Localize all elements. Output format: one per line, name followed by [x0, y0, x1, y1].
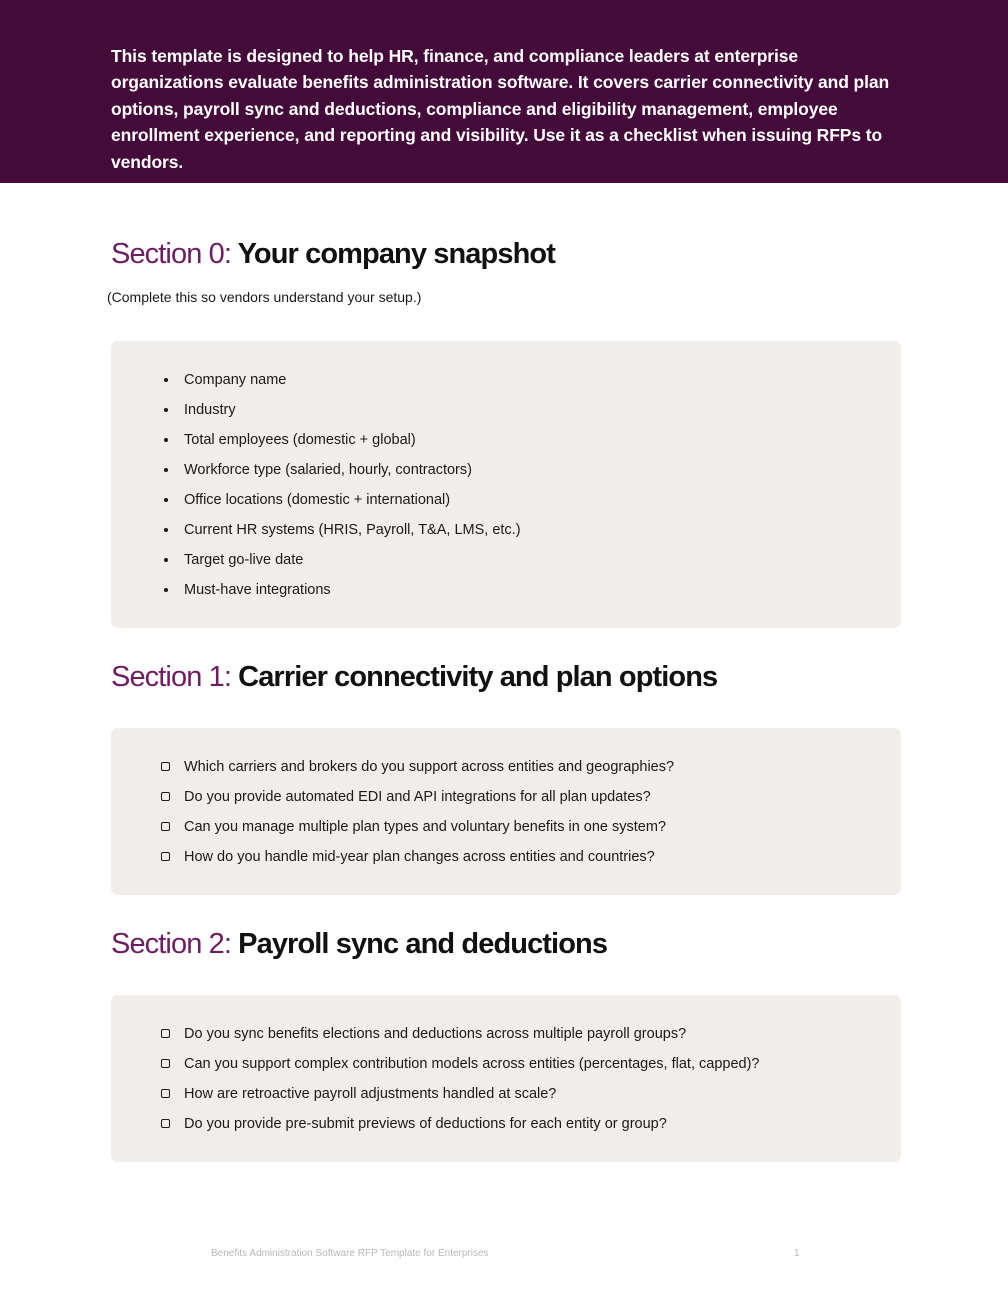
list-item-label: Target go-live date: [184, 552, 304, 568]
list-item-label: Current HR systems (HRIS, Payroll, T&A, LMS, etc.): [184, 522, 521, 538]
section-2-heading: [111, 927, 607, 961]
checklist-item-label: How are retroactive payroll adjustments handled at scale?: [184, 1086, 557, 1102]
checklist-item-label: Do you provide pre-submit previews of deductions for each entity or group?: [184, 1116, 667, 1132]
list-item: [161, 548, 521, 578]
checklist-item: [161, 845, 674, 875]
footer-page-number: 1: [794, 1248, 800, 1259]
checkbox-icon[interactable]: [161, 792, 170, 801]
footer-document-title: Benefits Administration Software RFP Template for Enterprises: [211, 1248, 489, 1259]
list-item: [161, 518, 521, 548]
checklist-item: [161, 1022, 759, 1052]
bullet-icon: [164, 498, 168, 502]
checklist-item-label: Do you sync benefits elections and deductions across multiple payroll groups?: [184, 1026, 687, 1042]
checklist-item-label: Which carriers and brokers do you support across entities and geographies?: [184, 759, 675, 775]
list-item: [161, 488, 521, 518]
checkbox-icon[interactable]: [161, 1089, 170, 1098]
bullet-icon: [164, 378, 168, 382]
checkbox-icon[interactable]: [161, 1029, 170, 1038]
list-item: [161, 368, 521, 398]
checklist-item: [161, 755, 674, 785]
list-item: [161, 458, 521, 488]
bullet-icon: [164, 468, 168, 472]
bullet-icon: [164, 408, 168, 412]
section-1-heading: [111, 660, 717, 694]
checkbox-icon[interactable]: [161, 1059, 170, 1068]
section-2-checklist: [161, 1022, 759, 1142]
checklist-item: [161, 1052, 759, 1082]
list-item-label: Industry: [184, 402, 236, 418]
section-2-title: Payroll sync and deductions: [238, 928, 608, 960]
list-item: [161, 428, 521, 458]
section-2-number: Section 2:: [111, 928, 231, 960]
checkbox-icon[interactable]: [161, 822, 170, 831]
checklist-item: [161, 1112, 759, 1142]
list-item-label: Total employees (domestic + global): [184, 432, 416, 448]
section-0-card: [111, 341, 901, 628]
section-1-checklist: [161, 755, 674, 875]
list-item-label: Company name: [184, 372, 287, 388]
section-0-list: [161, 368, 521, 608]
list-item-label: Must-have integrations: [184, 582, 331, 598]
section-1-title: Carrier connectivity and plan options: [238, 661, 718, 693]
bullet-icon: [164, 588, 168, 592]
checkbox-icon[interactable]: [161, 1119, 170, 1128]
list-item: [161, 578, 521, 608]
bullet-icon: [164, 438, 168, 442]
section-0-heading: [111, 237, 555, 271]
list-item-label: Workforce type (salaried, hourly, contractors): [184, 462, 472, 478]
section-1-card: [111, 728, 901, 895]
list-item-label: Office locations (domestic + international): [184, 492, 451, 508]
checkbox-icon[interactable]: [161, 852, 170, 861]
section-1-number: Section 1:: [111, 661, 231, 693]
bullet-icon: [164, 558, 168, 562]
checklist-item: [161, 785, 674, 815]
section-0-number: Section 0:: [111, 238, 231, 270]
section-0-title: Your company snapshot: [237, 238, 555, 270]
section-0-note: (Complete this so vendors understand your setup.): [107, 289, 422, 305]
intro-banner: [0, 0, 1008, 183]
checklist-item: [161, 1082, 759, 1112]
checklist-item-label: Can you support complex contribution models across entities (percentages, flat, capped)?: [184, 1056, 760, 1072]
list-item: [161, 398, 521, 428]
checklist-item-label: Do you provide automated EDI and API integrations for all plan updates?: [184, 789, 651, 805]
bullet-icon: [164, 528, 168, 532]
checklist-item-label: How do you handle mid-year plan changes across entities and countries?: [184, 849, 655, 865]
checklist-item: [161, 815, 674, 845]
checklist-item-label: Can you manage multiple plan types and voluntary benefits in one system?: [184, 819, 667, 835]
intro-text: This template is designed to help HR, finance, and compliance leaders at enterprise organizations evaluate benefits administration software. It covers carrier connectivity and plan options, payroll sync and deductions, compliance and eligibility management, employee enrollment experience, and reporting and visibility. Use it as a checklist when issuing RFPs to vendors.: [111, 46, 890, 172]
checkbox-icon[interactable]: [161, 762, 170, 771]
section-2-card: [111, 995, 901, 1162]
